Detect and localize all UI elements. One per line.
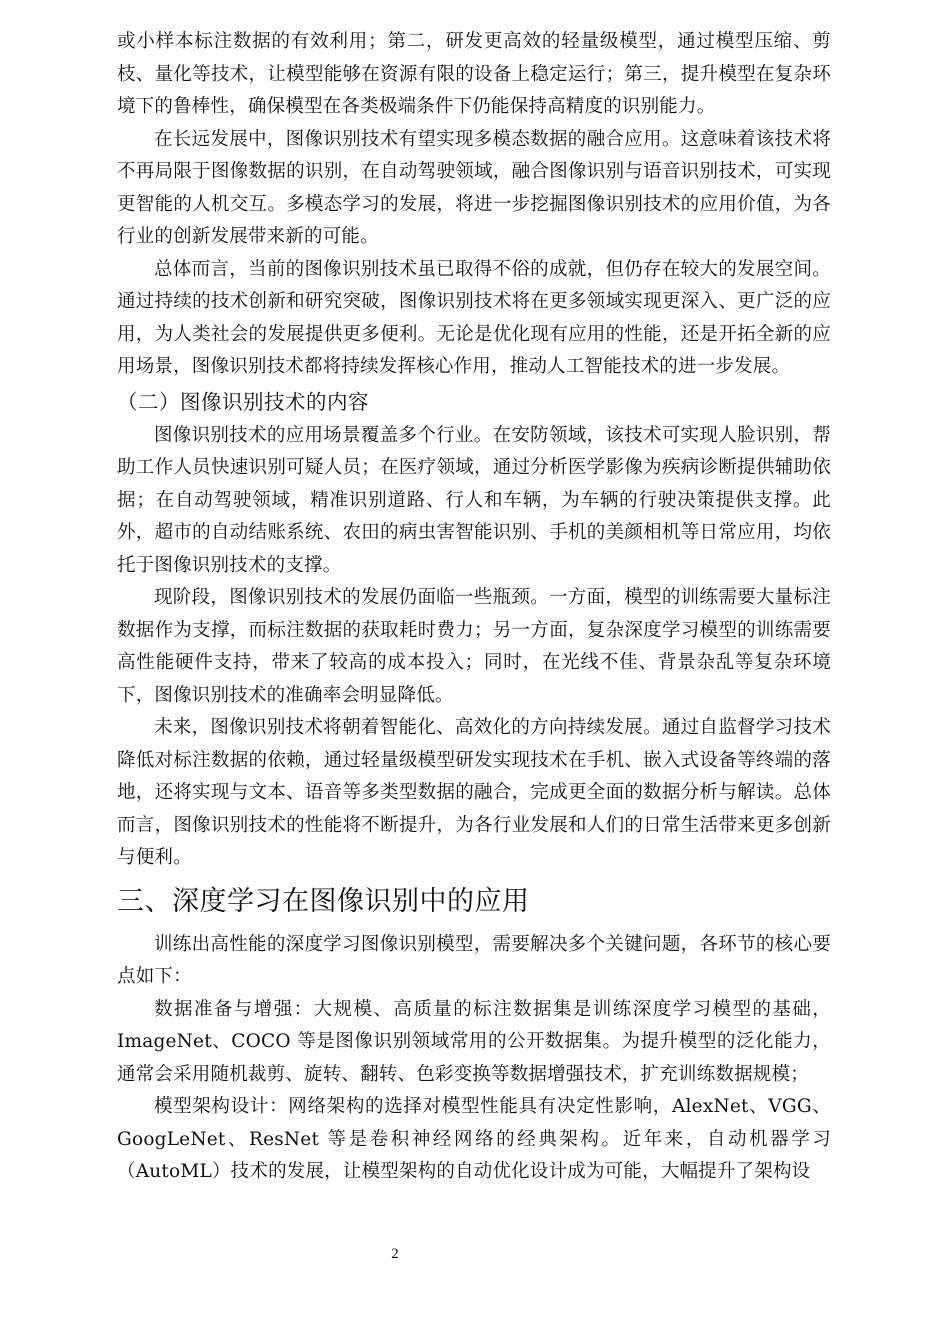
paragraph-bottlenecks: 现阶段，图像识别技术的发展仍面临一些瓶颈。一方面，模型的训练需要大量标注数据作为支撑，而标注数据的获取耗时费力；另一方面，复杂深度学习模型的训练需要高性能硬件支持，带来了较高的成本投入；同时，在光线不佳、背景杂乱等复杂环境下，图像识别技术的准确率会明显降低。 — [117, 587, 831, 706]
paragraph-data-preparation: 数据准备与增强：大规模、高质量的标注数据集是训练深度学习模型的基础，ImageNet、COCO 等是图像识别领域常用的公开数据集。为提升模型的泛化能力，通常会采用随机裁剪、旋转、翻转、色彩变换等数据增强技术，扩充训练数据规模； — [117, 998, 831, 1085]
chapter-heading-deep-learning: 三、深度学习在图像识别中的应用 — [117, 885, 530, 917]
document-body — [117, 26, 831, 1189]
paragraph-training-intro: 训练出高性能的深度学习图像识别模型，需要解决多个关键问题，各环节的核心要点如下： — [117, 933, 831, 987]
paragraph-future-development: 未来，图像识别技术将朝着智能化、高效化的方向持续发展。通过自监督学习技术降低对标注数据的依赖，通过轻量级模型研发实现技术在手机、嵌入式设备等终端的落地，还将实现与文本、语音等多类型数据的融合，完成更全面的数据分析与解读。总体而言，图像识别技术的性能将不断提升，为各行业发展和人们的日常生活带来更多创新与便利。 — [117, 717, 831, 868]
paragraph-application-scenarios: 图像识别技术的应用场景覆盖多个行业。在安防领域，该技术可实现人脸识别，帮助工作人员快速识别可疑人员；在医疗领域，通过分析医学影像为疾病诊断提供辅助依据；在自动驾驶领域，精准识别道路、行人和车辆，为车辆的行驶决策提供支撑。此外，超市的自动结账系统、农田的病虫害智能识别、手机的美颜相机等日常应用，均依托于图像识别技术的支撑。 — [117, 424, 831, 576]
page-number: 2 — [391, 1246, 399, 1262]
paragraph-continuation: 或小样本标注数据的有效利用；第二，研发更高效的轻量级模型，通过模型压缩、剪枝、量化等技术，让模型能够在资源有限的设备上稳定运行；第三，提升模型在复杂环境下的鲁棒性，确保模型在各类极端条件下仍能保持高精度的识别能力。 — [117, 31, 831, 117]
paragraph-model-architecture: 模型架构设计：网络架构的选择对模型性能具有决定性影响，AlexNet、VGG、GoogLeNet、ResNet 等是卷积神经网络的经典架构。近年来，自动机器学习（AutoML）技术的发展，让模型架构的自动优化设计成为可能，大幅提升了架构设 — [117, 1096, 831, 1182]
section-heading-image-recognition-content: （二）图像识别技术的内容 — [117, 389, 369, 414]
paragraph-multimodal-future: 在长远发展中，图像识别技术有望实现多模态数据的融合应用。这意味着该技术将不再局限于图像数据的识别，在自动驾驶领域，融合图像识别与语音识别技术，可实现更智能的人机交互。多模态学习的发展，将进一步挖掘图像识别技术的应用价值，为各行业的创新发展带来新的可能。 — [117, 128, 831, 247]
paragraph-summary: 总体而言，当前的图像识别技术虽已取得不俗的成就，但仍存在较大的发展空间。通过持续的技术创新和研究突破，图像识别技术将在更多领域实现更深入、更广泛的应用，为人类社会的发展提供更多便利。无论是优化现有应用的性能，还是开拓全新的应用场景，图像识别技术都将持续发挥核心作用，推动人工智能技术的进一步发展。 — [117, 258, 831, 377]
